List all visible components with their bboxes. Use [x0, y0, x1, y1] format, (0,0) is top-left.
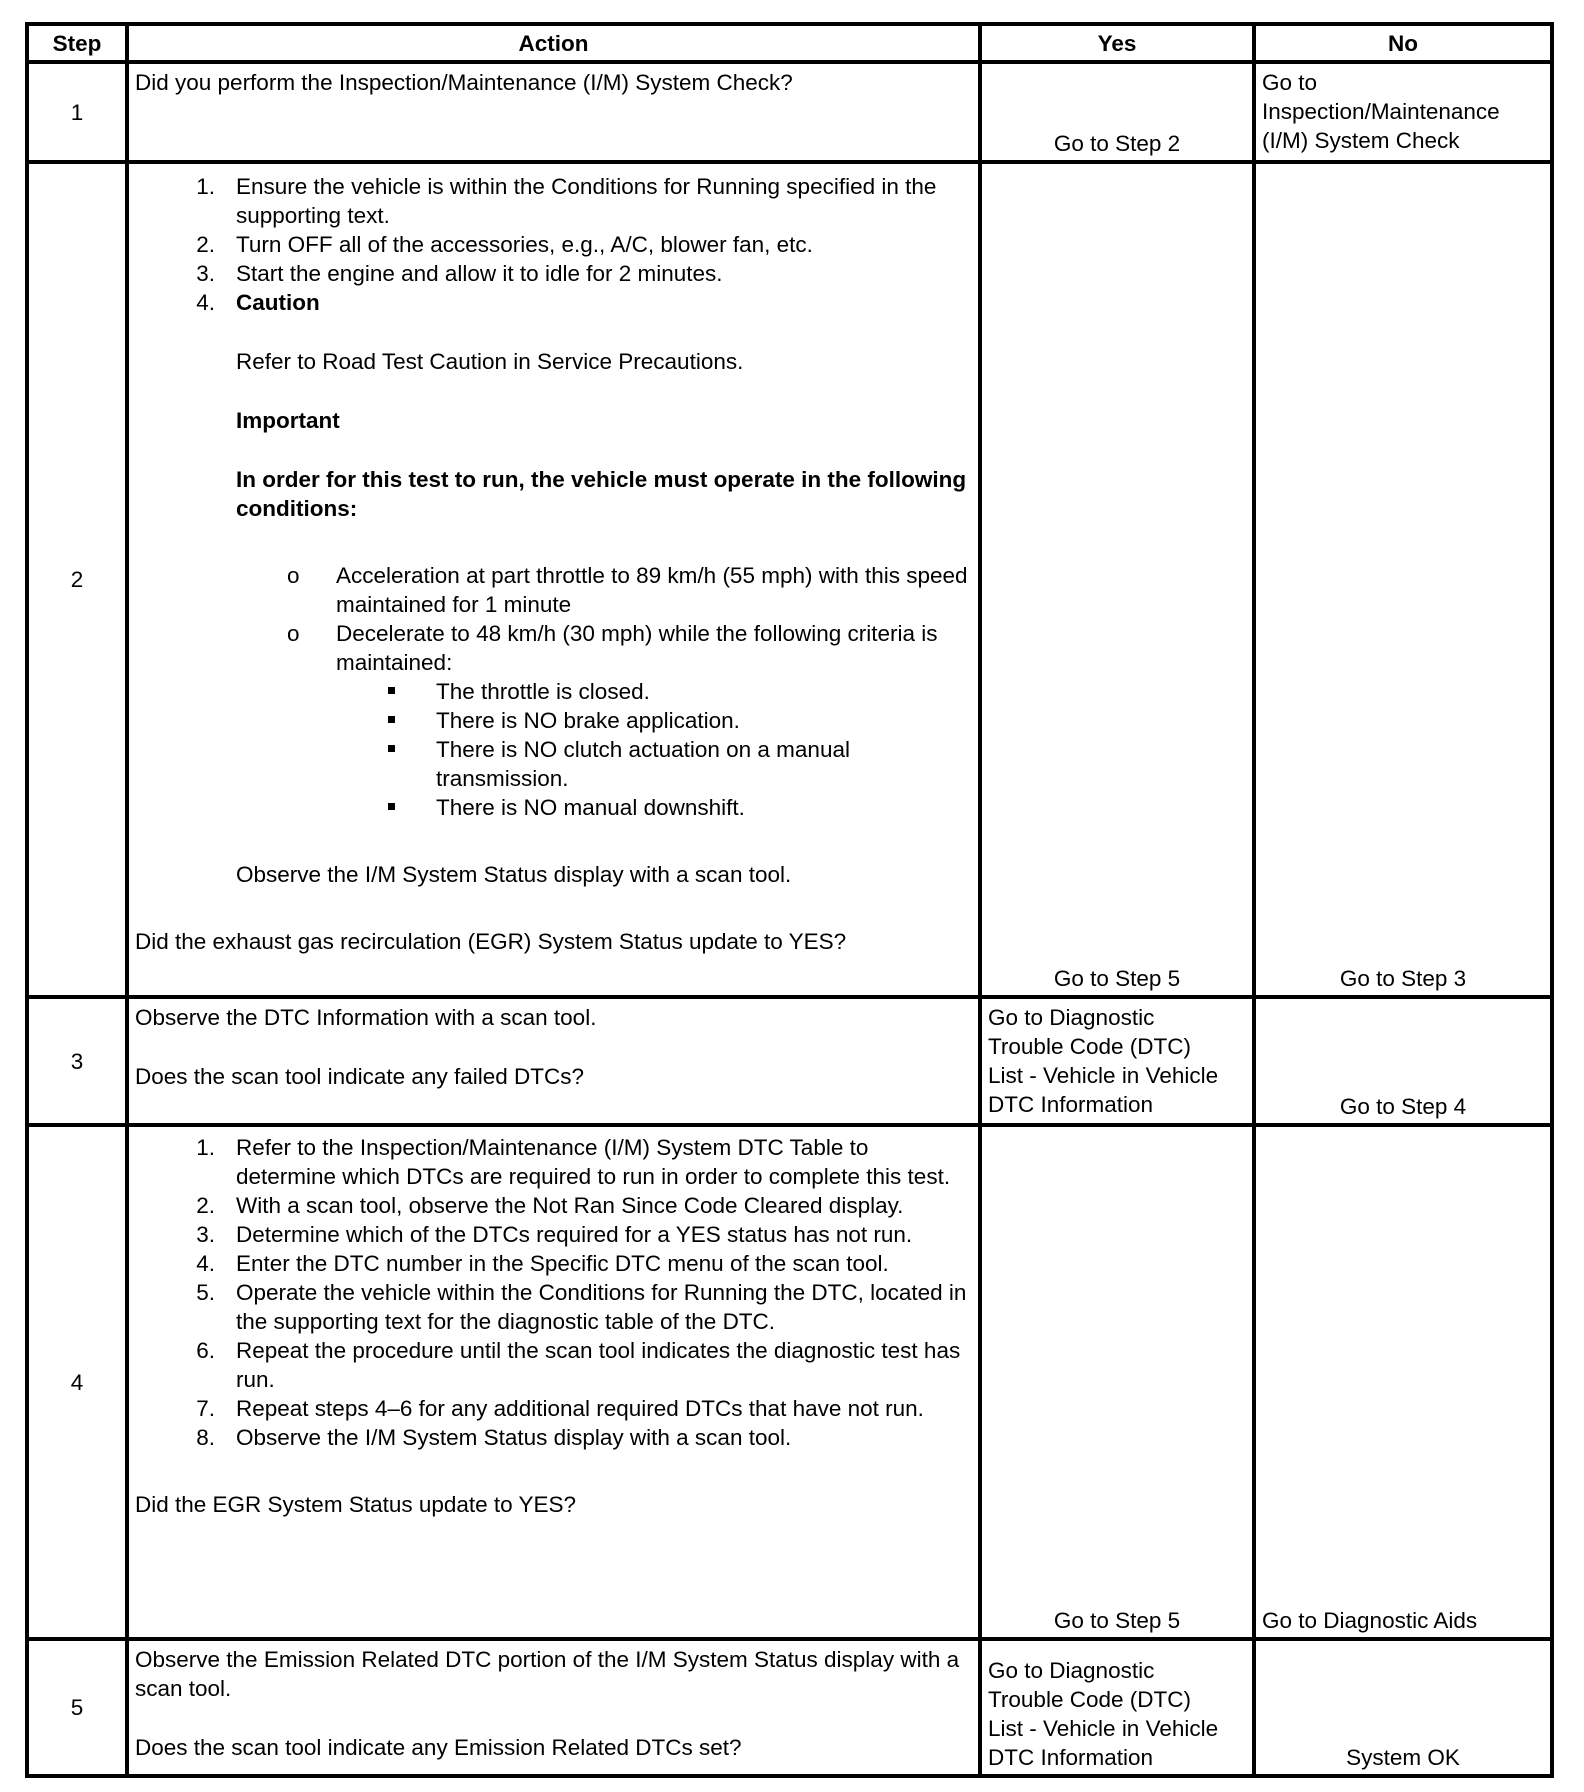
yes-cell — [980, 62, 1254, 162]
step-number: 1 — [27, 62, 127, 162]
yes-text: Go to Step 2 — [1053, 131, 1181, 156]
list-item: 5. Operate the vehicle within the Conditions for Running the DTC, located in the supporting text for the diagnostic table of the DTC. — [196, 1280, 967, 1334]
no-cell — [1254, 997, 1552, 1125]
yes-cell — [980, 162, 1254, 997]
header-action: Action — [127, 24, 980, 62]
no-text: System OK — [1346, 1745, 1460, 1770]
list-item: There is NO manual downshift. — [336, 793, 972, 822]
conditions-list — [135, 561, 972, 822]
header-row — [27, 24, 1552, 62]
no-text-line: (I/M) System Check — [1262, 128, 1460, 153]
question-text: Does the scan tool indicate any Emission Related DTCs set? — [135, 1735, 742, 1760]
diagnostic-table — [25, 22, 1554, 1778]
yes-text: Go to Step 5 — [1053, 966, 1181, 991]
list-item: 4. Caution — [196, 290, 320, 315]
table-row — [27, 62, 1552, 162]
step-number: 4 — [27, 1125, 127, 1639]
question-text: Did the EGR System Status update to YES? — [135, 1492, 577, 1517]
yes-text-line: Go to Diagnostic — [988, 1658, 1155, 1683]
action-text: Observe the DTC Information with a scan tool. — [135, 1005, 597, 1030]
action-cell — [127, 62, 980, 162]
no-cell — [1254, 162, 1552, 997]
list-item: 1. Ensure the vehicle is within the Conditions for Running specified in the supporting text. — [196, 174, 937, 228]
list-item: 4. Enter the DTC number in the Specific DTC menu of the scan tool. — [196, 1251, 889, 1276]
table-row — [27, 997, 1552, 1125]
list-item: The throttle is closed. — [336, 677, 972, 706]
important-label: Important — [236, 408, 340, 433]
step-number: 3 — [27, 997, 127, 1125]
list-item: 2. With a scan tool, observe the Not Ran Since Code Cleared display. — [196, 1193, 904, 1218]
action-cell — [127, 997, 980, 1125]
list-item: o Decelerate to 48 km/h (30 mph) while the following criteria is maintained: The throttle is closed. There is NO brake application. There is NO clutch actuation on a manual transmission. There is NO manual downshift. — [135, 619, 972, 822]
list-item: There is NO brake application. — [336, 706, 972, 735]
no-cell — [1254, 62, 1552, 162]
question-text: Does the scan tool indicate any failed DTCs? — [135, 1064, 584, 1089]
caution-label: Caution — [236, 290, 320, 315]
list-item: 3. Determine which of the DTCs required for a YES status has not run. — [196, 1222, 913, 1247]
list-item: 6. Repeat the procedure until the scan tool indicates the diagnostic test has run. — [196, 1338, 961, 1392]
yes-text-line: DTC Information — [988, 1745, 1154, 1770]
table-row — [27, 162, 1552, 997]
yes-text-line: Go to Diagnostic — [988, 1005, 1155, 1030]
no-text-line: Go to — [1262, 70, 1318, 95]
list-item: There is NO clutch actuation on a manual transmission. — [336, 735, 972, 793]
yes-text-line: List - Vehicle in Vehicle — [988, 1063, 1219, 1088]
list-item: 1. Refer to the Inspection/Maintenance (I/M) System DTC Table to determine which DTCs are required to run in order to complete this test. — [196, 1135, 951, 1189]
yes-text: Go to Step 5 — [1053, 1608, 1181, 1633]
yes-text-line: DTC Information — [988, 1092, 1154, 1117]
yes-cell — [980, 1639, 1254, 1776]
yes-text-line: List - Vehicle in Vehicle — [988, 1716, 1219, 1741]
procedure-list — [135, 1133, 972, 1452]
table-row — [27, 1639, 1552, 1776]
step-number: 5 — [27, 1639, 127, 1776]
no-cell — [1254, 1639, 1552, 1776]
important-text: In order for this test to run, the vehicle must operate in the following conditions: — [236, 467, 967, 521]
header-yes: Yes — [980, 24, 1254, 62]
yes-text-line: Trouble Code (DTC) — [988, 1034, 1191, 1059]
no-text-line: Inspection/Maintenance — [1262, 99, 1500, 124]
yes-cell — [980, 1125, 1254, 1639]
observe-text: Observe the I/M System Status display with a scan tool. — [236, 862, 792, 887]
procedure-list — [135, 172, 972, 317]
yes-text-line: Trouble Code (DTC) — [988, 1687, 1191, 1712]
action-cell — [127, 1639, 980, 1776]
no-cell — [1254, 1125, 1552, 1639]
no-text: Go to Step 4 — [1339, 1094, 1467, 1119]
caution-text: Refer to Road Test Caution in Service Precautions. — [236, 349, 744, 374]
no-text: Go to Diagnostic Aids — [1262, 1608, 1478, 1633]
header-step: Step — [27, 24, 127, 62]
action-text: Did you perform the Inspection/Maintenance (I/M) System Check? — [135, 70, 793, 95]
no-text: Go to Step 3 — [1339, 966, 1467, 991]
list-item: 3. Start the engine and allow it to idle for 2 minutes. — [196, 261, 723, 286]
step-number: 2 — [27, 162, 127, 997]
header-no: No — [1254, 24, 1552, 62]
list-item: o Acceleration at part throttle to 89 km/h (55 mph) with this speed maintained for 1 minute — [287, 563, 968, 617]
action-cell — [127, 162, 980, 997]
action-cell — [127, 1125, 980, 1639]
list-item: 7. Repeat steps 4–6 for any additional required DTCs that have not run. — [196, 1396, 924, 1421]
action-text: Observe the Emission Related DTC portion of the I/M System Status display with a scan tool. — [135, 1647, 960, 1701]
table-row — [27, 1125, 1552, 1639]
list-item: 8. Observe the I/M System Status display with a scan tool. — [196, 1425, 792, 1450]
list-item: 2. Turn OFF all of the accessories, e.g., A/C, blower fan, etc. — [196, 232, 813, 257]
yes-cell — [980, 997, 1254, 1125]
question-text: Did the exhaust gas recirculation (EGR) System Status update to YES? — [135, 929, 847, 954]
criteria-list — [336, 677, 972, 822]
